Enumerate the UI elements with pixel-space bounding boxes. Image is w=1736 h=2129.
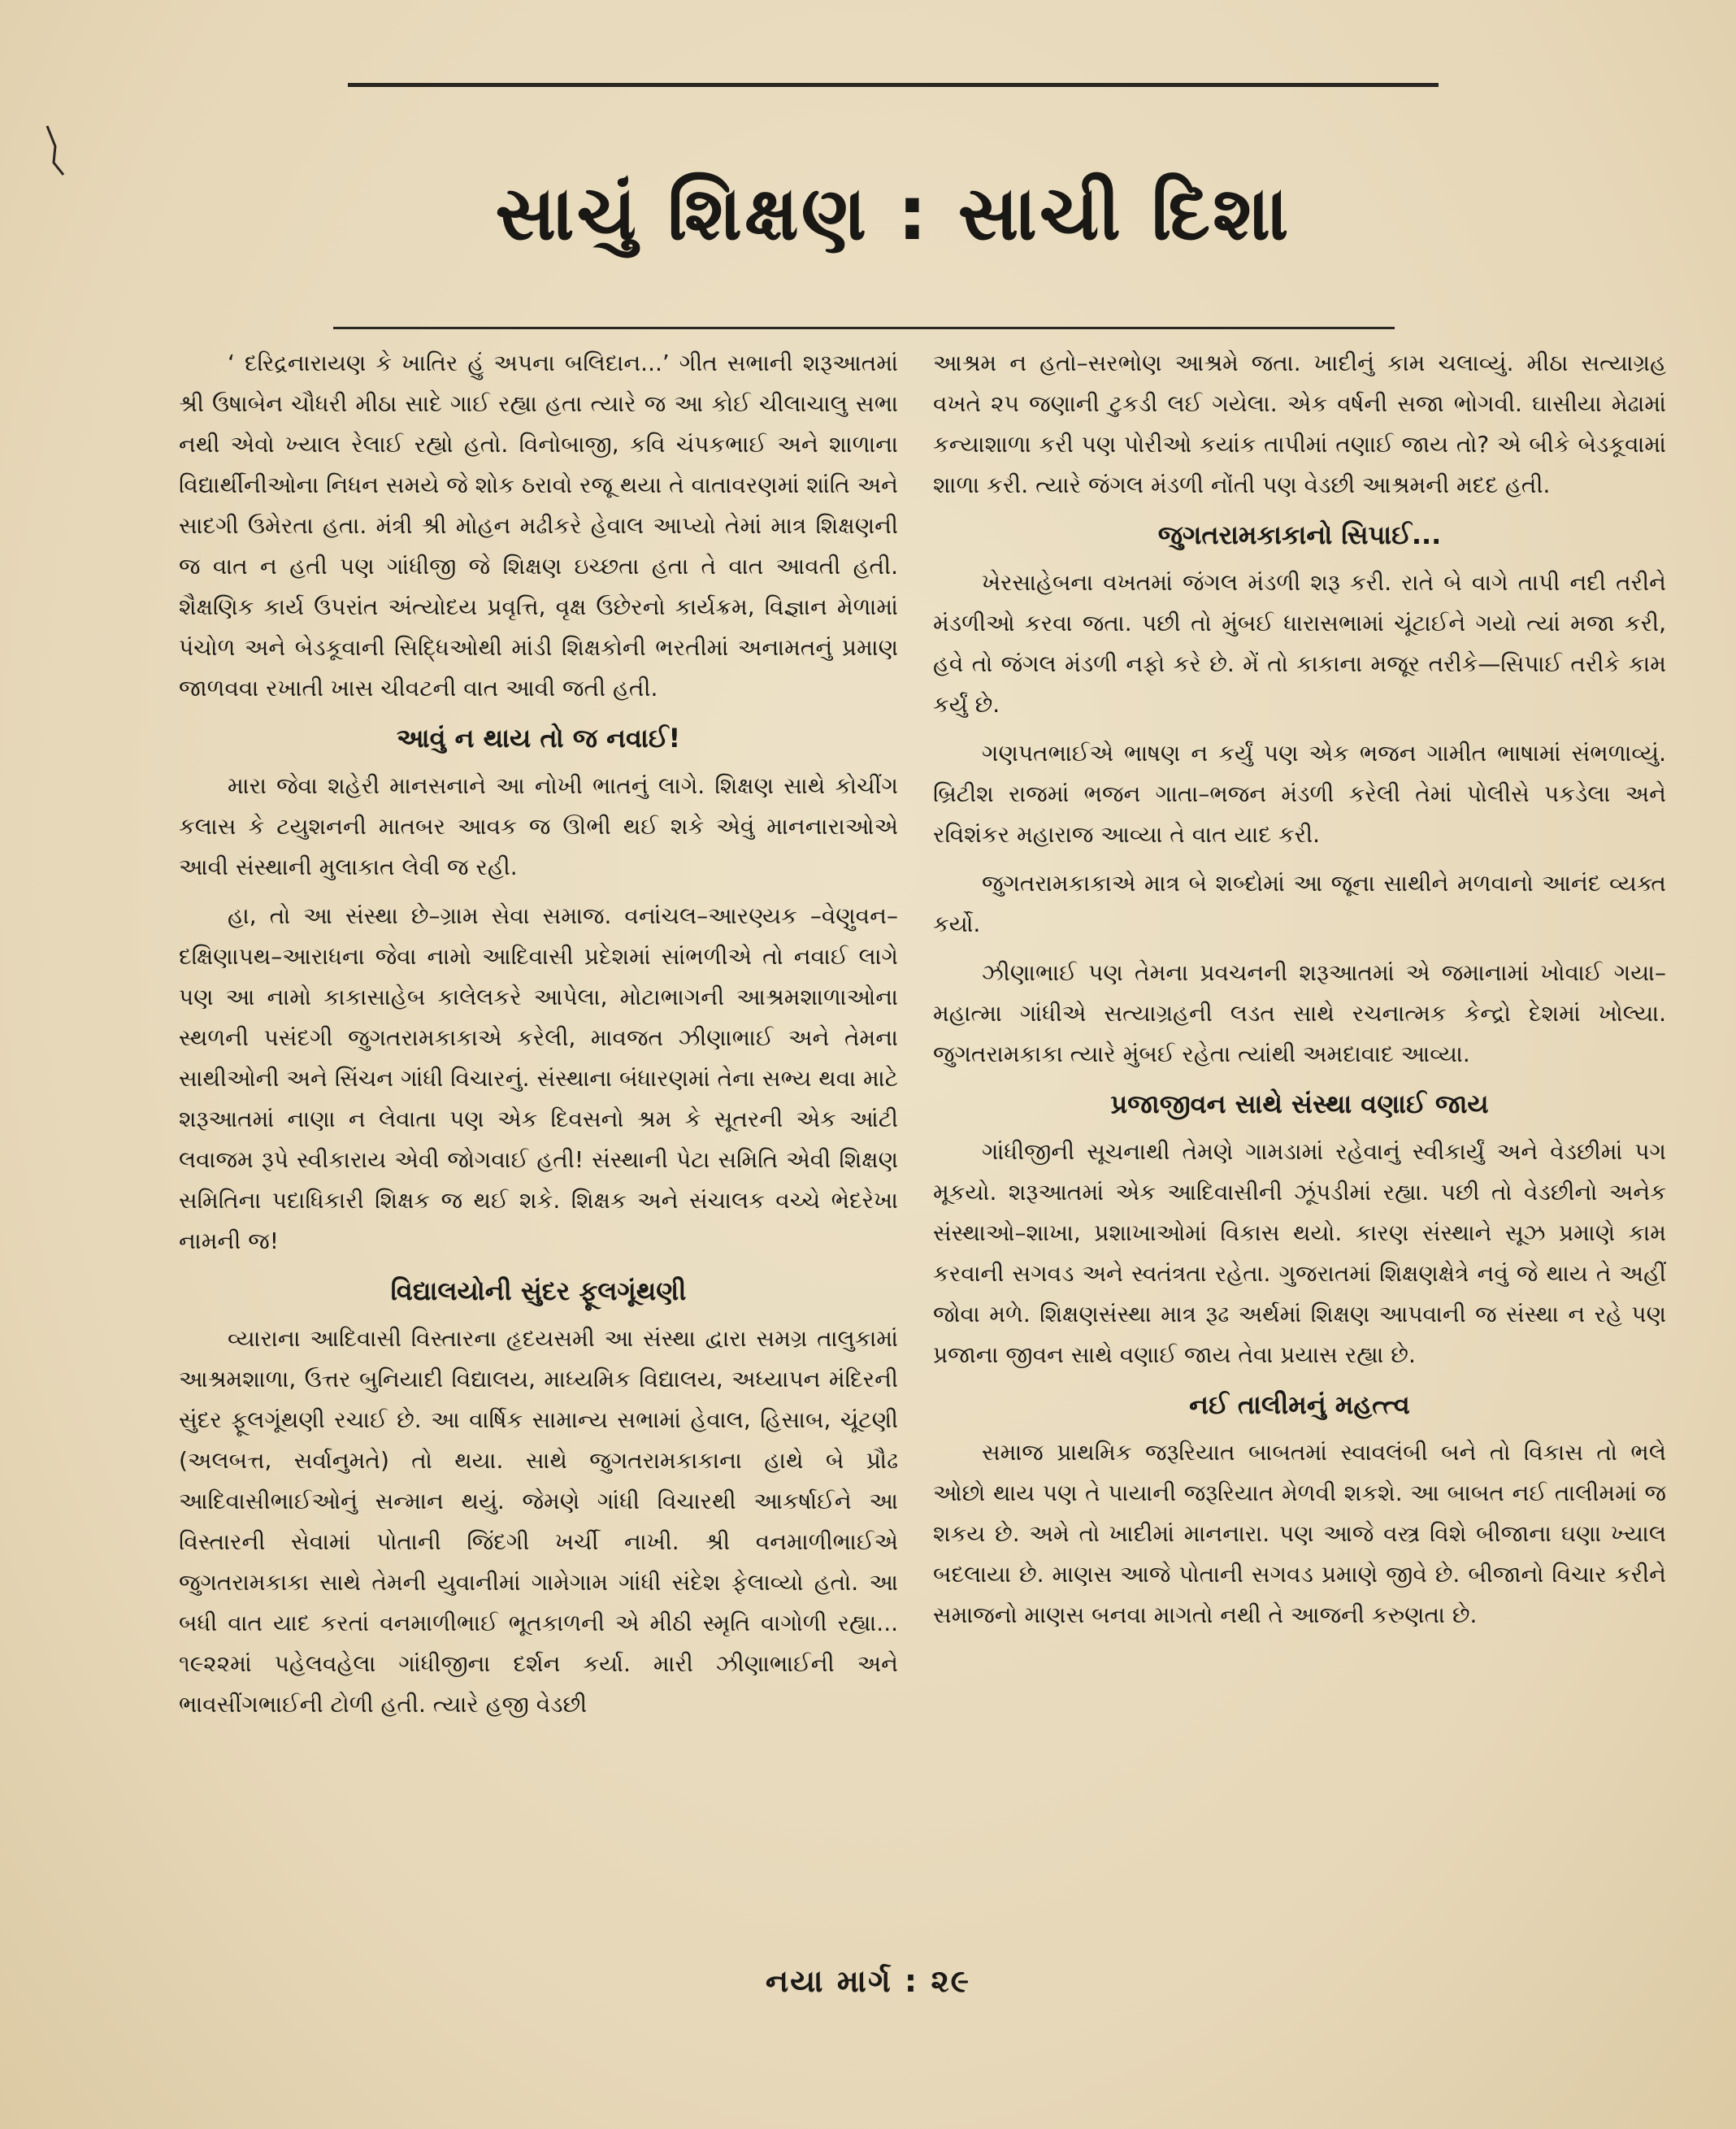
top-rule bbox=[348, 83, 1439, 87]
paragraph: ‘ દરિદ્રનારાયણ કે ખાતિર હું અપના બલિદાન...’ ગીત સભાની શરૂઆતમાં શ્રી ઉષાબેન ચૌધરી મીઠા સાદે ગાઈ રહ્યા હતા ત્યારે જ આ કોઈ ચીલાચાલુ સભા નથી એવો ખ્યાલ રેલાઈ રહ્યો હતો. વિનોબાજી, કવિ ચંપકભાઈ અને શાળાના વિદ્યાર્થીનીઓના નિધન સમયે જે શોક ઠરાવો રજૂ થયા તે વાતાવરણમાં શાંતિ અને સાદગી ઉમેરતા હતા. મંત્રી શ્રી મોહન મઢીકરે હેવાલ આપ્યો તેમાં માત્ર શિક્ષણની જ વાત ન હતી પણ ગાંધીજી જે શિક્ષણ ઇચ્છતા હતા તે વાત આવતી હતી. શૈક્ષણિક કાર્ય ઉપરાંત અંત્યોદય પ્રવૃત્તિ, વૃક્ષ ઉછેરનો કાર્યક્રમ, વિજ્ઞાન મેળામાં પંચોળ અને બેડકૂવાની સિદ્ધિઓથી માંડી શિક્ષકોની ભરતીમાં અનામતનું પ્રમાણ જાળવવા રખાતી ખાસ ચીવટની વાત આવી જતી હતી. bbox=[179, 350, 898, 702]
section-heading: નઈ તાલીમનું મહત્ત્વ bbox=[1189, 1389, 1410, 1420]
title-rule bbox=[333, 327, 1395, 329]
paragraph: વ્યારાના આદિવાસી વિસ્તારના હૃદયસમી આ સંસ્થા દ્વારા સમગ્ર તાલુકામાં આશ્રમશાળા, ઉત્તર બુનિયાદી વિદ્યાલય, માધ્યમિક વિદ્યાલય, અધ્યાપન મંદિરની સુંદર ફૂલગૂંથણી રચાઈ છે. આ વાર્ષિક સામાન્ય સભામાં હેવાલ, હિસાબ, ચૂંટણી (અલબત્ત, સર્વાનુમતે) તો થયા. સાથે જુગતરામકાકાના હાથે બે પ્રૌઢ આદિવાસીભાઈઓનું સન્માન થયું. જેમણે ગાંધી વિચારથી આકર્ષાઈને આ વિસ્તારની સેવામાં પોતાની જિંદગી ખર્ચી નાખી. શ્રી વનમાળીભાઈએ જુગતરામકાકા સાથે તેમની યુવાનીમાં ગામેગામ ગાંધી સંદેશ ફેલાવ્યો હતો. આ બધી વાત યાદ કરતાં વનમાળીભાઈ ભૂતકાળની એ મીઠી સ્મૃતિ વાગોળી રહ્યા... ૧૯૨૨માં પહેલવહેલા ગાંધીજીના દર્શન કર્યા. મારી ઝીણાભાઈની અને ભાવસીંગભાઈની ટોળી હતી. ત્યારે હજી વેડછી bbox=[179, 1325, 898, 1718]
paragraph: હા, તો આ સંસ્થા છે–ગ્રામ સેવા સમાજ. વનાંચલ–આરણ્યક –વેણુવન–દક્ષિણાપથ–આરાધના જેવા નામો આદિવાસી પ્રદેશમાં સાંભળીએ તો નવાઈ લાગે પણ આ નામો કાકાસાહેબ કાલેલકરે આપેલા, મોટાભાગની આશ્રમશાળાઓના સ્થળની પસંદગી જુગતરામકાકાએ કરેલી, માવજત ઝીણાભાઈ અને તેમના સાથીઓની અને સિંચન ગાંધી વિચારનું. સંસ્થાના બંધારણમાં તેના સભ્ય થવા માટે શરૂઆતમાં નાણા ન લેવાતા પણ એક દિવસનો શ્રમ કે સૂતરની એક આંટી લવાજમ રૂપે સ્વીકારાય એવી જોગવાઈ હતી! સંસ્થાની પેટા સમિતિ એવી શિક્ષણ સમિતિના પદાધિકારી શિક્ષક જ થઈ શકે. શિક્ષક અને સંચાલક વચ્ચે ભેદરેખા નામની જ! bbox=[179, 902, 898, 1254]
page-footer: નયા માર્ગ : ૨૯ bbox=[765, 1963, 971, 1999]
paragraph: ખેરસાહેબના વખતમાં જંગલ મંડળી શરૂ કરી. રાતે બે વાગે તાપી નદી તરીને મંડળીઓ કરવા જતા. પછી તો મુંબઈ ધારાસભામાં ચૂંટાઈને ગયો ત્યાં મજા કરી, હવે તો જંગલ મંડળી નફો કરે છે. મેં તો કાકાના મજૂર તરીકે—સિપાઈ તરીકે કામ કર્યું છે. bbox=[933, 569, 1666, 718]
paragraph: સમાજ પ્રાથમિક જરૂરિયાત બાબતમાં સ્વાવલંબી બને તો વિકાસ તો ભલે ઓછો થાય પણ તે પાયાની જરૂરિયાત મેળવી શકશે. આ બાબત નઈ તાલીમમાં જ શકય છે. અમે તો ખાદીમાં માનનારા. પણ આજે વસ્ત્ર વિશે બીજાના ઘણા ખ્યાલ બદલાયા છે. માણસ આજે પોતાની સગવડ પ્રમાણે જીવે છે. બીજાનો વિચાર કરીને સમાજનો માણસ બનવા માગતો નથી તે આજની કરુણતા છે. bbox=[933, 1439, 1666, 1628]
paragraph: આશ્રમ ન હતો–સરભોણ આશ્રમે જતા. ખાદીનું કામ ચલાવ્યું. મીઠા સત્યાગ્રહ વખતે ૨૫ જણાની ટુકડી લઈ ગયેલા. એક વર્ષની સજા ભોગવી. ઘાસીયા મેઢામાં કન્યાશાળા કરી પણ પોરીઓ કયાંક તાપીમાં તણાઈ જાય તો? એ બીકે બેડકૂવામાં શાળા કરી. ત્યારે જંગલ મંડળી નોંતી પણ વેડછી આશ્રમની મદદ હતી. bbox=[933, 350, 1666, 498]
section-heading: જુગતરામકાકાનો સિપાઈ... bbox=[1157, 519, 1442, 550]
section-heading: વિદ્યાલયોની સુંદર ફૂલગૂંથણી bbox=[390, 1275, 687, 1306]
paragraph: જુગતરામકાકાએ માત્ર બે શબ્દોમાં આ જૂના સાથીને મળવાનો આનંદ વ્યક્ત કર્યો. bbox=[933, 870, 1666, 937]
paragraph: ગણપતભાઈએ ભાષણ ન કર્યું પણ એક ભજન ગામીત ભાષામાં સંભળાવ્યું. બ્રિટીશ રાજમાં ભજન ગાતા–ભજન મંડળી કરેલી તેમાં પોલીસે પકડેલા અને રવિશંકર મહારાજ આવ્યા તે વાત યાદ કરી. bbox=[933, 740, 1666, 848]
paragraph: મારા જેવા શહેરી માનસનાને આ નોખી ભાતનું લાગે. શિક્ષણ સાથે કોચીંગ કલાસ કે ટયુશનની માતબર આવક જ ઊભી થઈ શકે એવું માનનારાઓએ આવી સંસ્થાની મુલાકાત લેવી જ રહી. bbox=[179, 772, 898, 880]
paragraph: ગાંધીજીની સૂચનાથી તેમણે ગામડામાં રહેવાનું સ્વીકાર્યું અને વેડછીમાં પગ મૂકયો. શરૂઆતમાં એક આદિવાસીની ઝૂંપડીમાં રહ્યા. પછી તો વેડછીનો અનેક સંસ્થાઓ–શાખા, પ્રશાખાઓમાં વિકાસ થયો. કારણ સંસ્થાને સૂઝ પ્રમાણે કામ કરવાની સગવડ અને સ્વતંત્રતા રહેતા. ગુજરાતમાં શિક્ષણક્ષેત્રે નવું જે થાય તે અહીં જોવા મળે. શિક્ષણસંસ્થા માત્ર રૂઢ અર્થમાં શિક્ષણ આપવાની જ સંસ્થા ન રહે પણ પ્રજાના જીવન સાથે વણાઈ જાય તેવા પ્રયાસ રહ્યા છે. bbox=[933, 1138, 1666, 1368]
section-heading: પ્રજાજીવન સાથે સંસ્થા વણાઈ જાય bbox=[1110, 1088, 1489, 1119]
left-column bbox=[179, 343, 898, 1733]
right-column bbox=[933, 343, 1666, 1644]
paragraph: ઝીણાભાઈ પણ તેમના પ્રવચનની શરૂઆતમાં એ જમાનામાં ખોવાઈ ગયા–મહાત્મા ગાંધીએ સત્યાગ્રહની લડત સાથે રચનાત્મક કેન્દ્રો દેશમાં ખોલ્યા. જુગતરામકાકા ત્યારે મુંબઈ રહેતા ત્યાંથી અમદાવાદ આવ્યા. bbox=[933, 959, 1666, 1067]
pencil-mark bbox=[39, 122, 72, 179]
section-heading: આવું ન થાય તો જ નવાઈ! bbox=[396, 723, 681, 754]
article-title: સાચું શિક્ષણ : સાચી દિશા bbox=[495, 170, 1291, 257]
